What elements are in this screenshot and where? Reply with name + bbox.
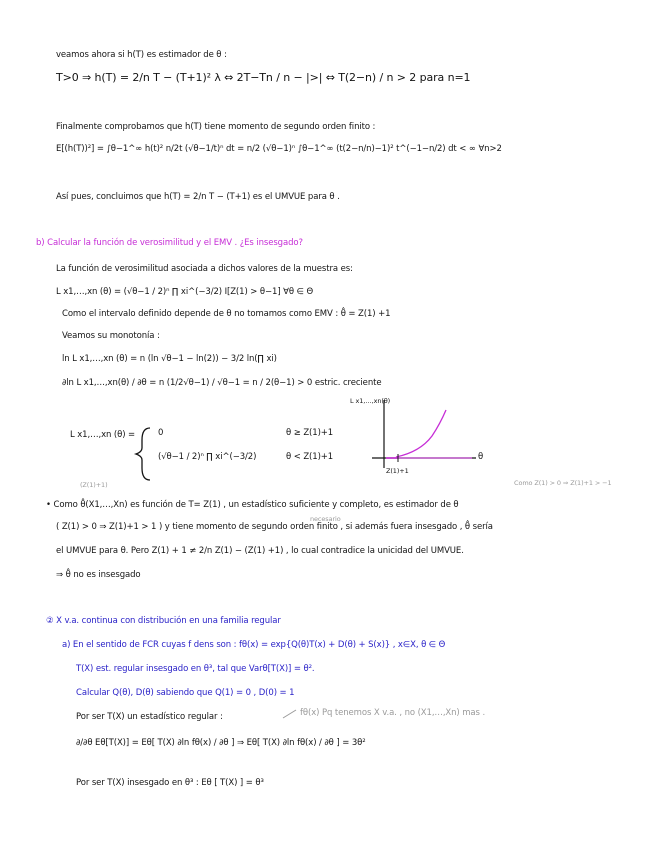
line-02: T>0 ⇒ h(T) = 2/n T − (T+1)² λ ⇔ 2T−Tn / n − |>| ⇔ T(2−n) / n > 2 para n=1 — [56, 71, 471, 84]
piece-zero: 0 — [158, 428, 164, 438]
grey-note-right: Como Z(1) > 0 ⇒ Z(1)+1 > −1 — [514, 479, 612, 487]
line-03: Finalmente comprobamos que h(T) tiene momento de segundo orden finito : — [56, 122, 376, 132]
line-30: Por ser T(X) insesgado en θ³ : Eθ [ T(X) ] = θ³ — [76, 778, 264, 788]
line-19: • Como θ̂(X1,…,Xn) es función de T= Z(1) , un estadístico suficiente y completo, es estimador de θ — [46, 500, 459, 510]
section-b-title: b) Calcular la función de verosimilitud y el EMV . ¿Es insesgado? — [36, 238, 303, 248]
graph-label-tick: Z(1)+1 — [386, 467, 409, 475]
line-22: ⇒ θ̂ no es insesgado — [56, 570, 141, 580]
line-27: Por ser T(X) un estadístico regular : — [76, 712, 223, 722]
line-21: el UMVUE para θ. Pero Z(1) + 1 ≠ 2/n Z(1) − (Z(1) +1) , lo cual contradice la unicidad del UMVUE. — [56, 546, 464, 556]
line-10: Veamos su monotonía : — [62, 331, 160, 341]
grey-note-left: (Z(1)+1) — [80, 481, 108, 489]
line-07: La función de verosimilitud asociada a dichos valores de la muestra es: — [56, 264, 353, 274]
superscript-note: necesario — [310, 515, 341, 523]
brace-shape — [136, 428, 150, 480]
piece-cond-2: θ < Z(1)+1 — [286, 452, 334, 462]
line-24: a) En el sentido de FCR cuyas f dens son : fθ(x) = exp{Q(θ)T(x) + D(θ) + S(x)} , x∈X, θ ∈ Θ — [62, 640, 446, 650]
line-20: ( Z(1) > 0 ⇒ Z(1)+1 > 1 ) y tiene momento de segundo orden finito , si además fuera insesgado , θ̂ sería — [56, 522, 493, 532]
graph-label-y: L x1,…,xn(θ) — [350, 397, 391, 405]
line-04: E[(h(T))²] = ∫θ−1^∞ h(t)² n/2t (√θ−1/t)ⁿ dt = n/2 (√θ−1)ⁿ ∫θ−1^∞ (t(2−n/n)−1)² t^(−1−n/2) dt < ∞ ∀n>2 — [56, 144, 502, 154]
line-12: ∂ln L x1,…,xn(θ) / ∂θ = n (1/2√θ−1) / √θ−1 = n / 2(θ−1) > 0 estric. creciente — [62, 378, 382, 388]
line-25: T(X) est. regular insesgado en θ³, tal que Varθ[T(X)] = θ². — [76, 664, 315, 674]
line-28: fθ(x) Pq tenemos X v.a. , no (X1,…,Xn) mas . — [300, 708, 486, 718]
line-05: Así pues, concluimos que h(T) = 2/n T − (T+1) es el UMVUE para θ . — [56, 192, 340, 202]
piece-value: (√θ−1 / 2)ⁿ ∏ xi^(−3/2) — [158, 452, 257, 462]
section-2-title: ② X v.a. continua con distribución en una familia regular — [46, 616, 281, 626]
line-11: ln L x1,…,xn (θ) = n (ln √θ−1 − ln(2)) − 3/2 ln(∏ xi) — [62, 354, 277, 364]
line-13: L x1,…,xn (θ) = — [70, 430, 136, 440]
line-01: veamos ahora si h(T) es estimador de θ : — [56, 50, 227, 60]
graph-curve — [396, 410, 446, 457]
arrow-icon — [283, 710, 296, 718]
line-29: ∂/∂θ Eθ[T(X)] = Eθ[ T(X) ∂ln fθ(x) / ∂θ ] ⇒ Eθ[ T(X) ∂ln fθ(x) / ∂θ ] = 3θ² — [76, 738, 366, 748]
line-09: Como el intervalo definido depende de θ no tomamos como EMV : θ̂ = Z(1) +1 — [62, 309, 391, 319]
line-26: Calcular Q(θ), D(θ) sabiendo que Q(1) = 0 , D(0) = 1 — [76, 688, 295, 698]
line-08: L x1,…,xn (θ) = (√θ−1 / 2)ⁿ ∏ xi^(−3/2) I[Z(1) > θ−1] ∀θ ∈ Θ — [56, 287, 314, 297]
graph-label-x: θ — [478, 452, 484, 462]
piece-cond-1: θ ≥ Z(1)+1 — [286, 428, 334, 438]
